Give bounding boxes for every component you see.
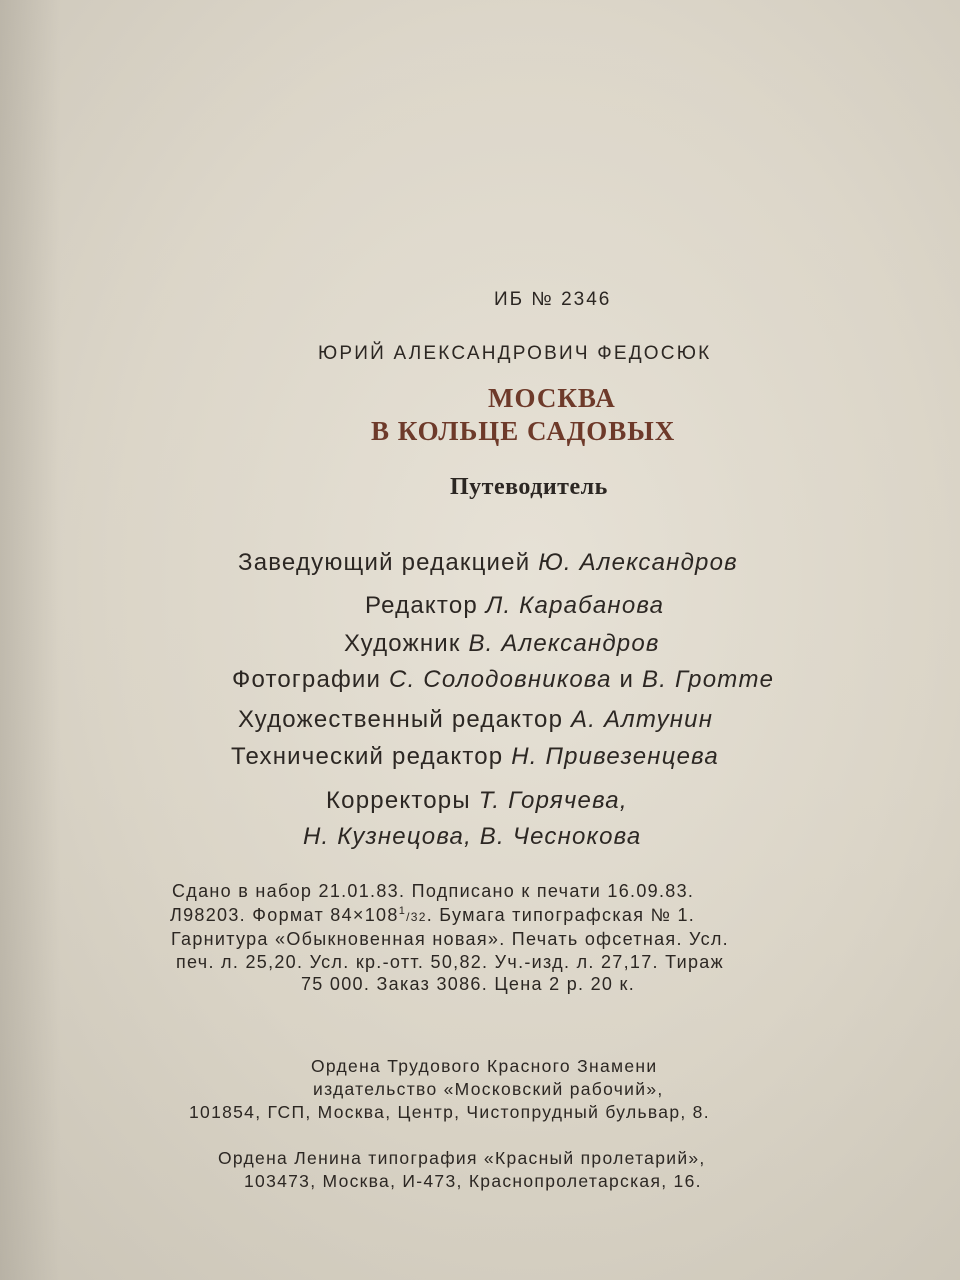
imprint-format-sub: /32	[406, 910, 427, 924]
credit-photographs	[232, 668, 774, 692]
credit-name: Л. Карабанова	[485, 592, 665, 619]
publisher-line-1: Ордена Трудового Красного Знамени	[311, 1056, 658, 1076]
credit-name-2: В. Гротте	[642, 666, 775, 693]
credit-name: А. Алтунин	[571, 706, 714, 733]
credit-name: Н. Привезенцева	[511, 743, 719, 770]
author-name: ЮРИЙ АЛЕКСАНДРОВИЧ ФЕДОСЮК	[318, 343, 712, 364]
credit-connector: и	[619, 666, 635, 693]
credit-role: Технический редактор	[231, 743, 504, 770]
credit-head-of-editorial	[238, 551, 738, 575]
credit-name: С. Солодовникова	[389, 666, 612, 693]
credit-role: Заведующий редакцией	[238, 549, 531, 576]
credit-role: Корректоры	[326, 787, 471, 814]
credit-name: Т. Горячева,	[478, 787, 628, 814]
credit-proofreaders-continued: Н. Кузнецова, В. Чеснокова	[303, 823, 642, 850]
publisher-address: 101854, ГСП, Москва, Центр, Чистопрудный бульвар, 8.	[189, 1102, 710, 1122]
imprint-line-5: 75 000. Заказ 3086. Цена 2 р. 20 к.	[301, 974, 636, 994]
book-title-line-1: МОСКВА	[488, 383, 616, 413]
publisher-line-2: издательство «Московский рабочий»,	[313, 1079, 664, 1099]
credit-role: Редактор	[365, 592, 478, 619]
imprint-format: Л98203. Формат 84×108	[170, 905, 399, 925]
credit-proofreaders	[326, 789, 628, 813]
printer-line-1: Ордена Ленина типография «Красный пролетарий»,	[218, 1148, 706, 1168]
credit-technical-editor	[231, 745, 719, 769]
credit-editor	[365, 594, 664, 618]
credit-role: Фотографии	[232, 666, 382, 693]
credit-role: Художник	[344, 630, 461, 657]
credit-name: В. Александров	[468, 630, 660, 657]
credit-art-editor	[238, 708, 713, 732]
imprint-line-4: печ. л. 25,20. Усл. кр.-отт. 50,82. Уч.-изд. л. 27,17. Тираж	[176, 952, 724, 972]
imprint-line-1: Сдано в набор 21.01.83. Подписано к печати 16.09.83.	[172, 881, 695, 901]
imprint-line-3: Гарнитура «Обыкновенная новая». Печать офсетная. Усл.	[171, 929, 729, 949]
printer-address: 103473, Москва, И-473, Краснопролетарская, 16.	[244, 1171, 702, 1191]
credit-name: Ю. Александров	[538, 549, 738, 576]
imprint-format-sup: 1	[398, 905, 407, 917]
credit-role: Художественный редактор	[238, 706, 564, 733]
book-title-line-2: В КОЛЬЦЕ САДОВЫХ	[371, 416, 676, 446]
imprint-paper: . Бумага типографская № 1.	[426, 905, 696, 925]
imprint-line-2	[170, 906, 695, 924]
credit-artist	[344, 632, 660, 656]
book-subtitle: Путеводитель	[450, 474, 608, 500]
ib-number: ИБ № 2346	[494, 289, 612, 310]
